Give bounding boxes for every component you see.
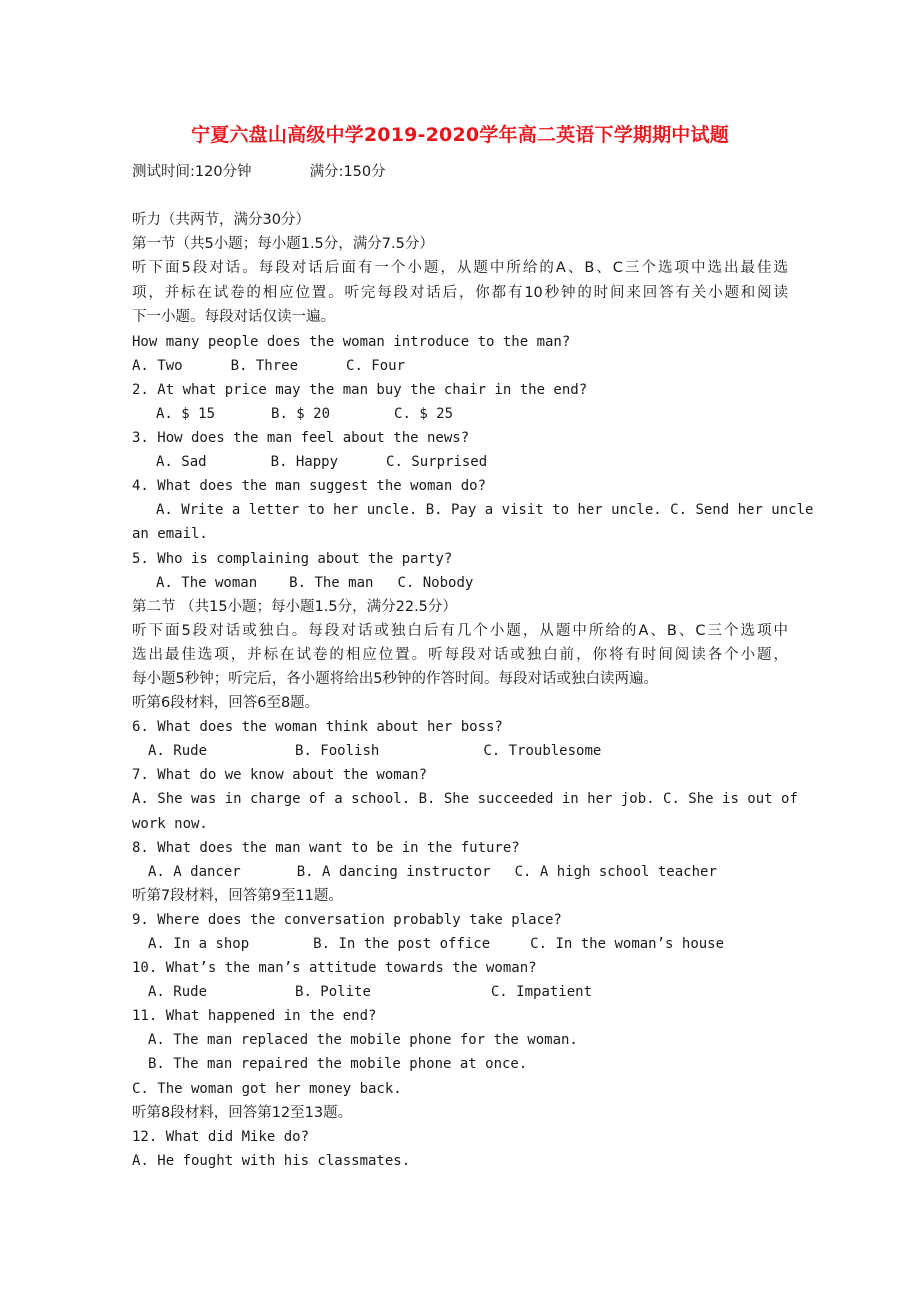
q1-options <box>132 357 405 375</box>
q2-text: 2. At what price may the man buy the chair in the end? <box>132 382 588 398</box>
q8-option-c: C. A high school teacher <box>514 864 717 880</box>
q7-options: A. She was in charge of a school. B. She succeeded in her job. C. She is out of <box>132 791 798 807</box>
q3-option-b: B. Happy <box>270 454 339 470</box>
q5-option-b: B. The man <box>289 575 374 591</box>
q6-option-a: A. Rude <box>148 743 208 759</box>
q11-option-a: A. The man replaced the mobile phone for the woman. <box>148 1032 578 1048</box>
q9-option-a: A. In a shop <box>148 936 250 952</box>
q3-option-c: C. Surprised <box>386 454 488 470</box>
q5-option-c: C. Nobody <box>397 575 474 591</box>
page-title: 宁夏六盘山高级中学2019-2020学年高二英语下学期期中试题 <box>191 124 729 146</box>
q4-text: 4. What does the man suggest the woman do? <box>132 478 487 494</box>
q3-text: 3. How does the man feel about the news? <box>132 430 470 446</box>
q1-text: How many people does the woman introduce to the man? <box>132 334 571 350</box>
q9-text: 9. Where does the conversation probably take place? <box>132 912 562 928</box>
q3-option-a: A. Sad <box>156 454 207 470</box>
q11-option-b: B. The man repaired the mobile phone at once. <box>148 1056 528 1072</box>
q2-option-c: C. $ 25 <box>394 406 454 422</box>
q3-options <box>156 453 487 471</box>
q6-option-b: B. Foolish <box>295 743 380 759</box>
section2-instruction-1: 听下面5段对话或独白。每段对话或独白后有几个小题，从题中所给的A、B、C三个选项中 <box>132 623 788 639</box>
exam-meta <box>132 163 386 181</box>
section1-instruction-2: 项，并标在试卷的相应位置。听完每段对话后，你都有10秒钟的时间来回答有关小题和阅读 <box>132 285 788 301</box>
q8-option-a: A. A dancer <box>148 864 241 880</box>
q1-option-a: A. Two <box>132 358 183 374</box>
q9-options <box>148 935 724 953</box>
q6-text: 6. What does the woman think about her boss? <box>132 719 503 735</box>
section1-instruction-1: 听下面5段对话。每段对话后面有一个小题，从题中所给的A、B、C三个选项中选出最佳选 <box>132 260 788 276</box>
q10-option-a: A. Rude <box>148 984 208 1000</box>
q2-option-a: A. $ 15 <box>156 406 216 422</box>
q8-option-b: B. A dancing instructor <box>296 864 491 880</box>
q8-options <box>148 863 717 881</box>
section1-instruction-3: 下一小题。每段对话仅读一遍。 <box>132 309 335 325</box>
section2-instruction-2: 选出最佳选项，并标在试卷的相应位置。听每段对话或独白前，你将有时间阅读各个小题， <box>132 647 788 663</box>
q12-text: 12. What did Mike do? <box>132 1129 310 1145</box>
q5-text: 5. Who is complaining about the party? <box>132 551 453 567</box>
q11-option-c: C. The woman got her money back. <box>132 1081 402 1097</box>
q5-option-a: A. The woman <box>156 575 258 591</box>
q7-text: 7. What do we know about the woman? <box>132 767 428 783</box>
q10-option-c: C. Impatient <box>490 984 593 1000</box>
exam-score: 满分:150分 <box>309 164 386 180</box>
section1-heading: 第一节（共5小题；每小题1.5分，满分7.5分） <box>132 236 434 252</box>
q12-option-a: A. He fought with his classmates. <box>132 1153 411 1169</box>
material-7-note: 听第7段材料，回答第9至11题。 <box>132 888 343 904</box>
q7-options-cont: work now. <box>132 816 208 832</box>
q5-options <box>156 574 473 592</box>
q6-options <box>148 742 601 760</box>
q11-text: 11. What happened in the end? <box>132 1008 377 1024</box>
q1-option-c: C. Four <box>346 358 406 374</box>
material-8-note: 听第8段材料，回答第12至13题。 <box>132 1105 353 1121</box>
section2-heading: 第二节 （共15小题；每小题1.5分，满分22.5分） <box>132 599 457 615</box>
listening-heading: 听力（共两节，满分30分） <box>132 212 310 228</box>
q9-option-c: C. In the woman’s house <box>530 936 725 952</box>
q2-options <box>156 405 453 423</box>
q2-option-b: B. $ 20 <box>271 406 331 422</box>
q4-options-cont: an email. <box>132 526 208 542</box>
q4-options: A. Write a letter to her uncle. B. Pay a visit to her uncle. C. Send her uncle <box>156 502 814 518</box>
exam-time: 测试时间:120分钟 <box>132 164 252 180</box>
q1-option-b: B. Three <box>230 358 299 374</box>
q10-options <box>148 983 592 1001</box>
section2-instruction-3: 每小题5秒钟；听完后，各小题将给出5秒钟的作答时间。每段对话或独白读两遍。 <box>132 671 658 687</box>
q9-option-b: B. In the post office <box>313 936 491 952</box>
q10-option-b: B. Polite <box>295 984 371 1000</box>
material-6-note: 听第6段材料，回答6至8题。 <box>132 695 320 711</box>
q8-text: 8. What does the man want to be in the future? <box>132 840 520 856</box>
q10-text: 10. What’s the man’s attitude towards the woman? <box>132 960 537 976</box>
q6-option-c: C. Troublesome <box>483 743 602 759</box>
